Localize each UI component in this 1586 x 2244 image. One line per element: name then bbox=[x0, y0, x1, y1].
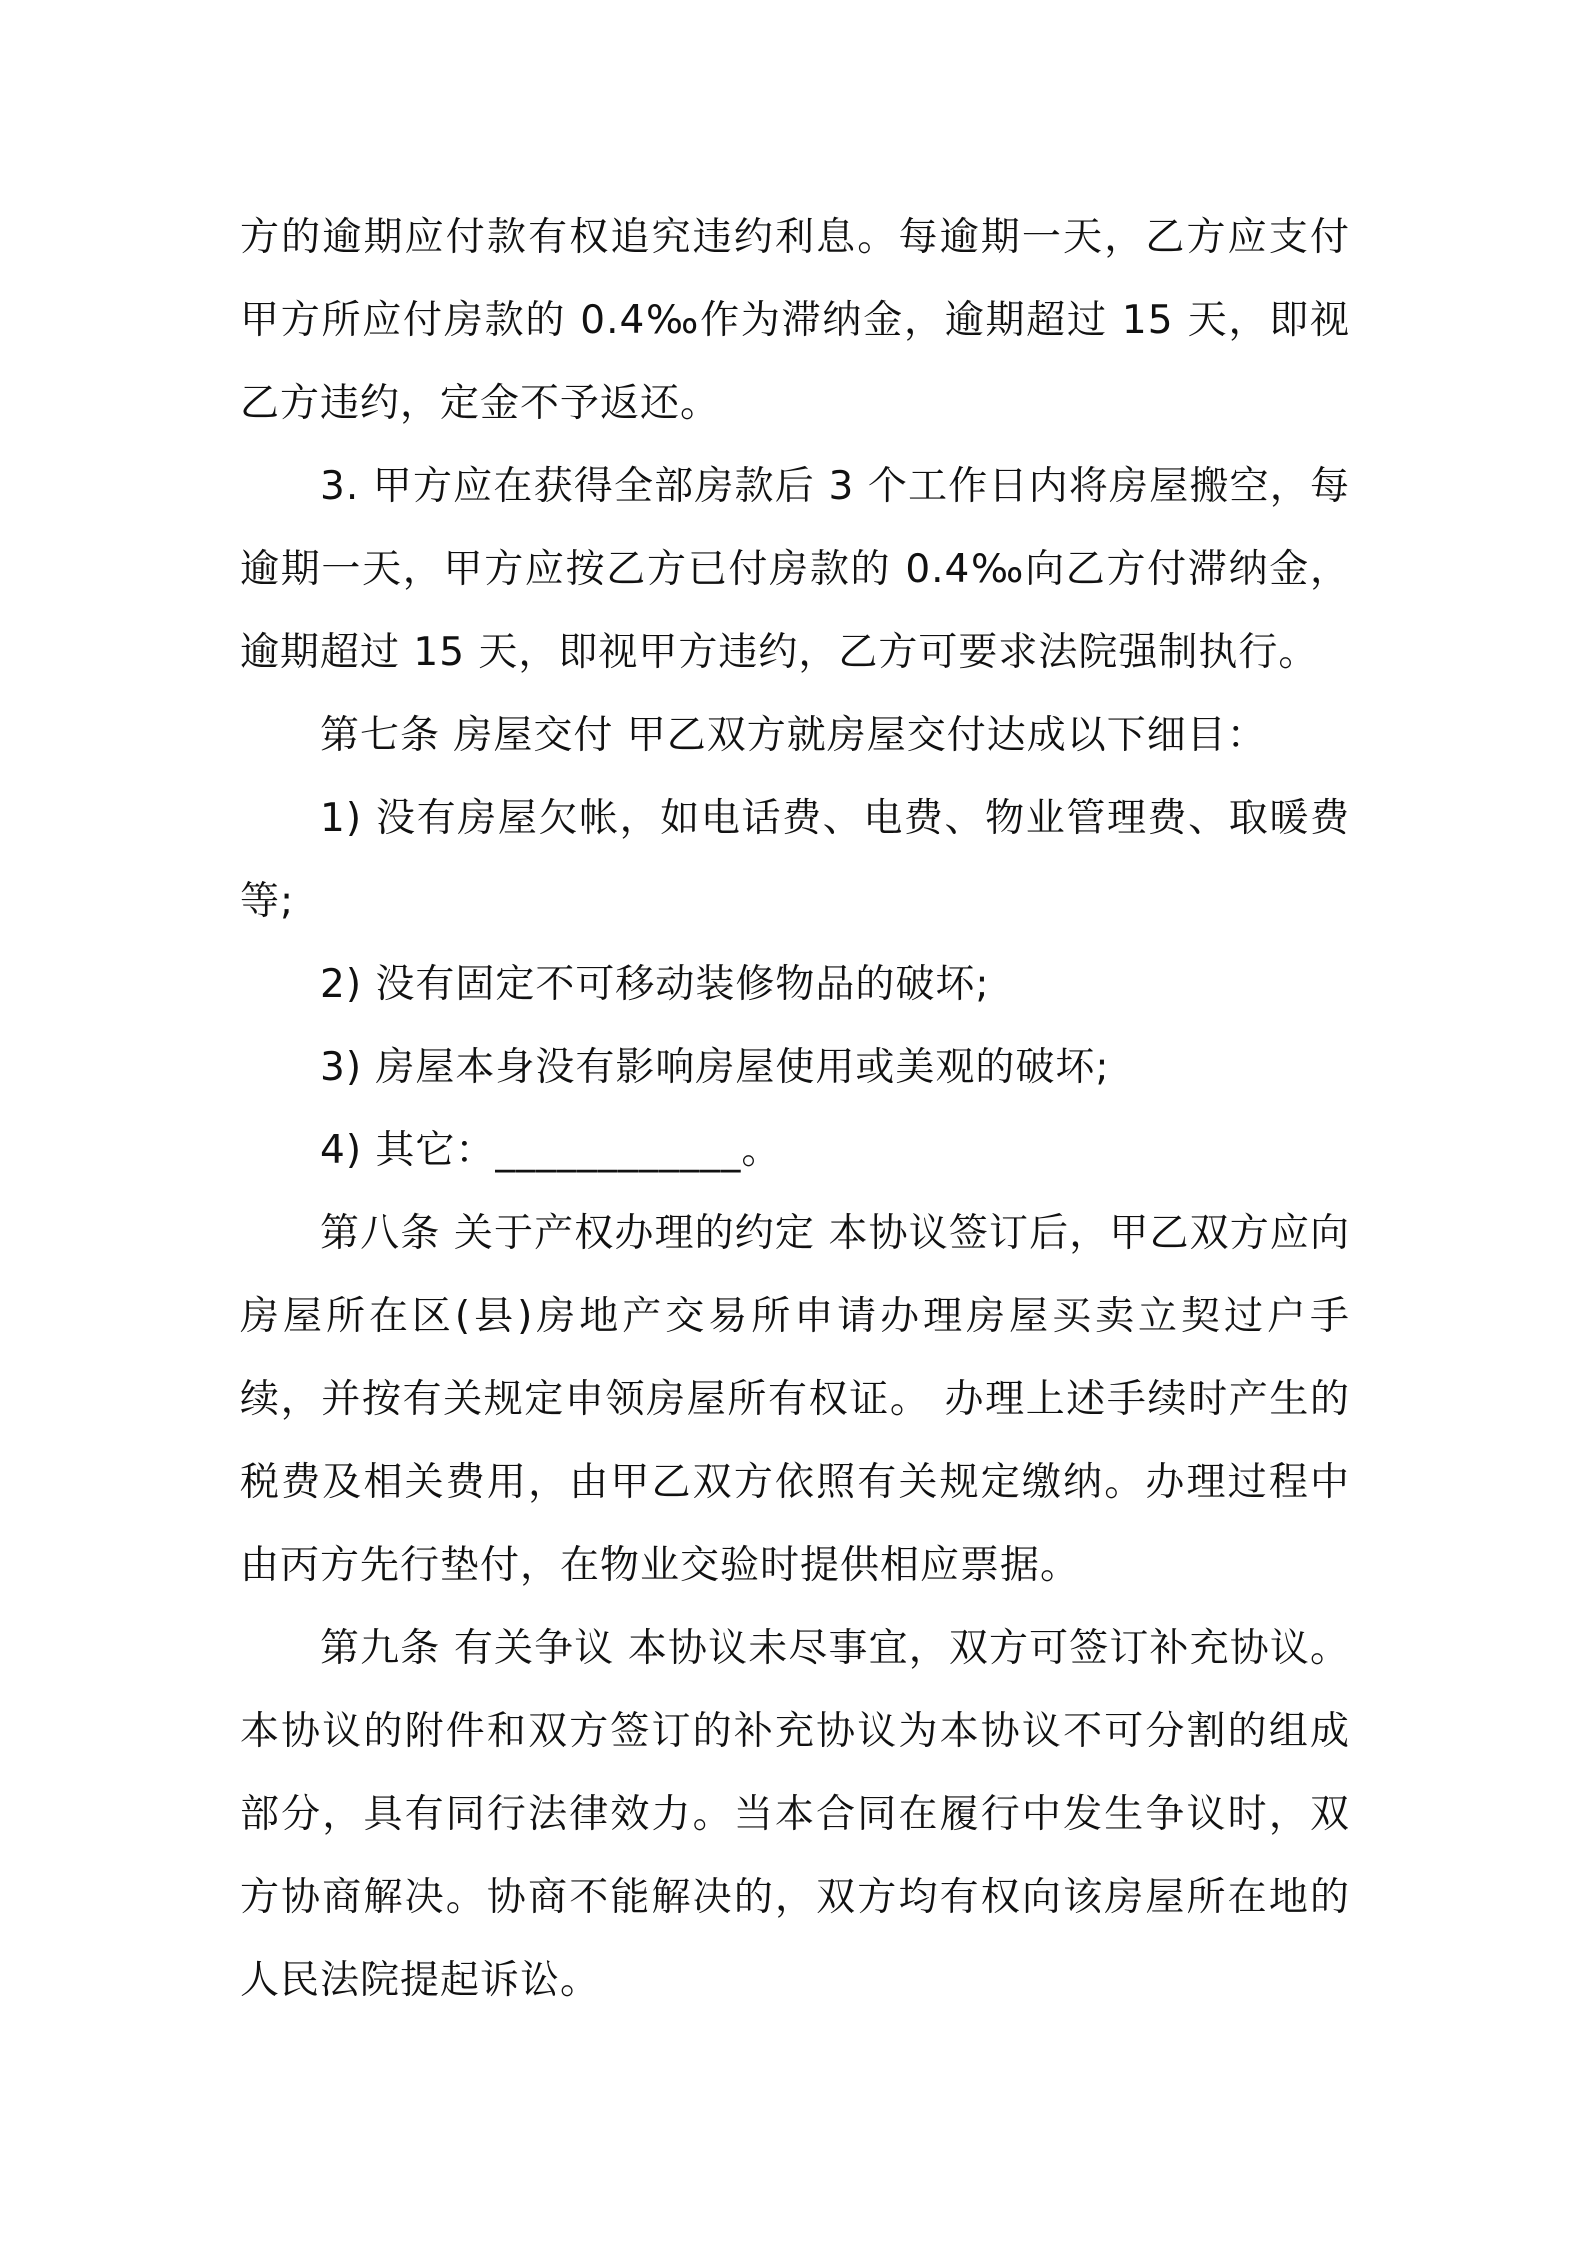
paragraph-article-7-heading: 第七条 房屋交付 甲乙双方就房屋交付达成以下细目： bbox=[320, 713, 1267, 758]
paragraph-item-2: 2) 没有固定不可移动装修物品的破坏; bbox=[320, 962, 990, 1007]
document-body bbox=[240, 196, 1350, 2022]
paragraph-late-payment-interest: 方的逾期应付款有权追究违约利息。每逾期一天，乙方应支付甲方所应付房款的 0.4‰作为滞纳金，逾期超过 15 天，即视乙方违约，定金不予返还。 bbox=[240, 215, 1350, 426]
paragraph-item-4: 4) 其它：____________。 bbox=[320, 1128, 782, 1173]
paragraph-article-9: 第九条 有关争议 本协议未尽事宜，双方可签订补充协议。本协议的附件和双方签订的补充协议为本协议不可分割的组成部分，具有同行法律效力。当本合同在履行中发生争议时，双方协商解决。协商不能解决的，双方均有权向该房屋所在地的人民法院提起诉讼。 bbox=[240, 1626, 1350, 2003]
paragraph-item-3: 3) 房屋本身没有影响房屋使用或美观的破坏; bbox=[320, 1045, 1110, 1090]
paragraph-item-1: 1) 没有房屋欠帐，如电话费、电费、物业管理费、取暖费等; bbox=[240, 796, 1350, 924]
paragraph-clause-3-vacate: 3. 甲方应在获得全部房款后 3 个工作日内将房屋搬空，每逾期一天，甲方应按乙方已付房款的 0.4‰向乙方付滞纳金，逾期超过 15 天，即视甲方违约，乙方可要求法院强制执行。 bbox=[240, 464, 1350, 675]
paragraph-article-8: 第八条 关于产权办理的约定 本协议签订后，甲乙双方应向房屋所在区(县)房地产交易所申请办理房屋买卖立契过户手续，并按有关规定申领房屋所有权证。 办理上述手续时产生的税费及相关费用，由甲乙双方依照有关规定缴纳。办理过程中由丙方先行垫付，在物业交验时提供相应票据。 bbox=[240, 1211, 1350, 1588]
